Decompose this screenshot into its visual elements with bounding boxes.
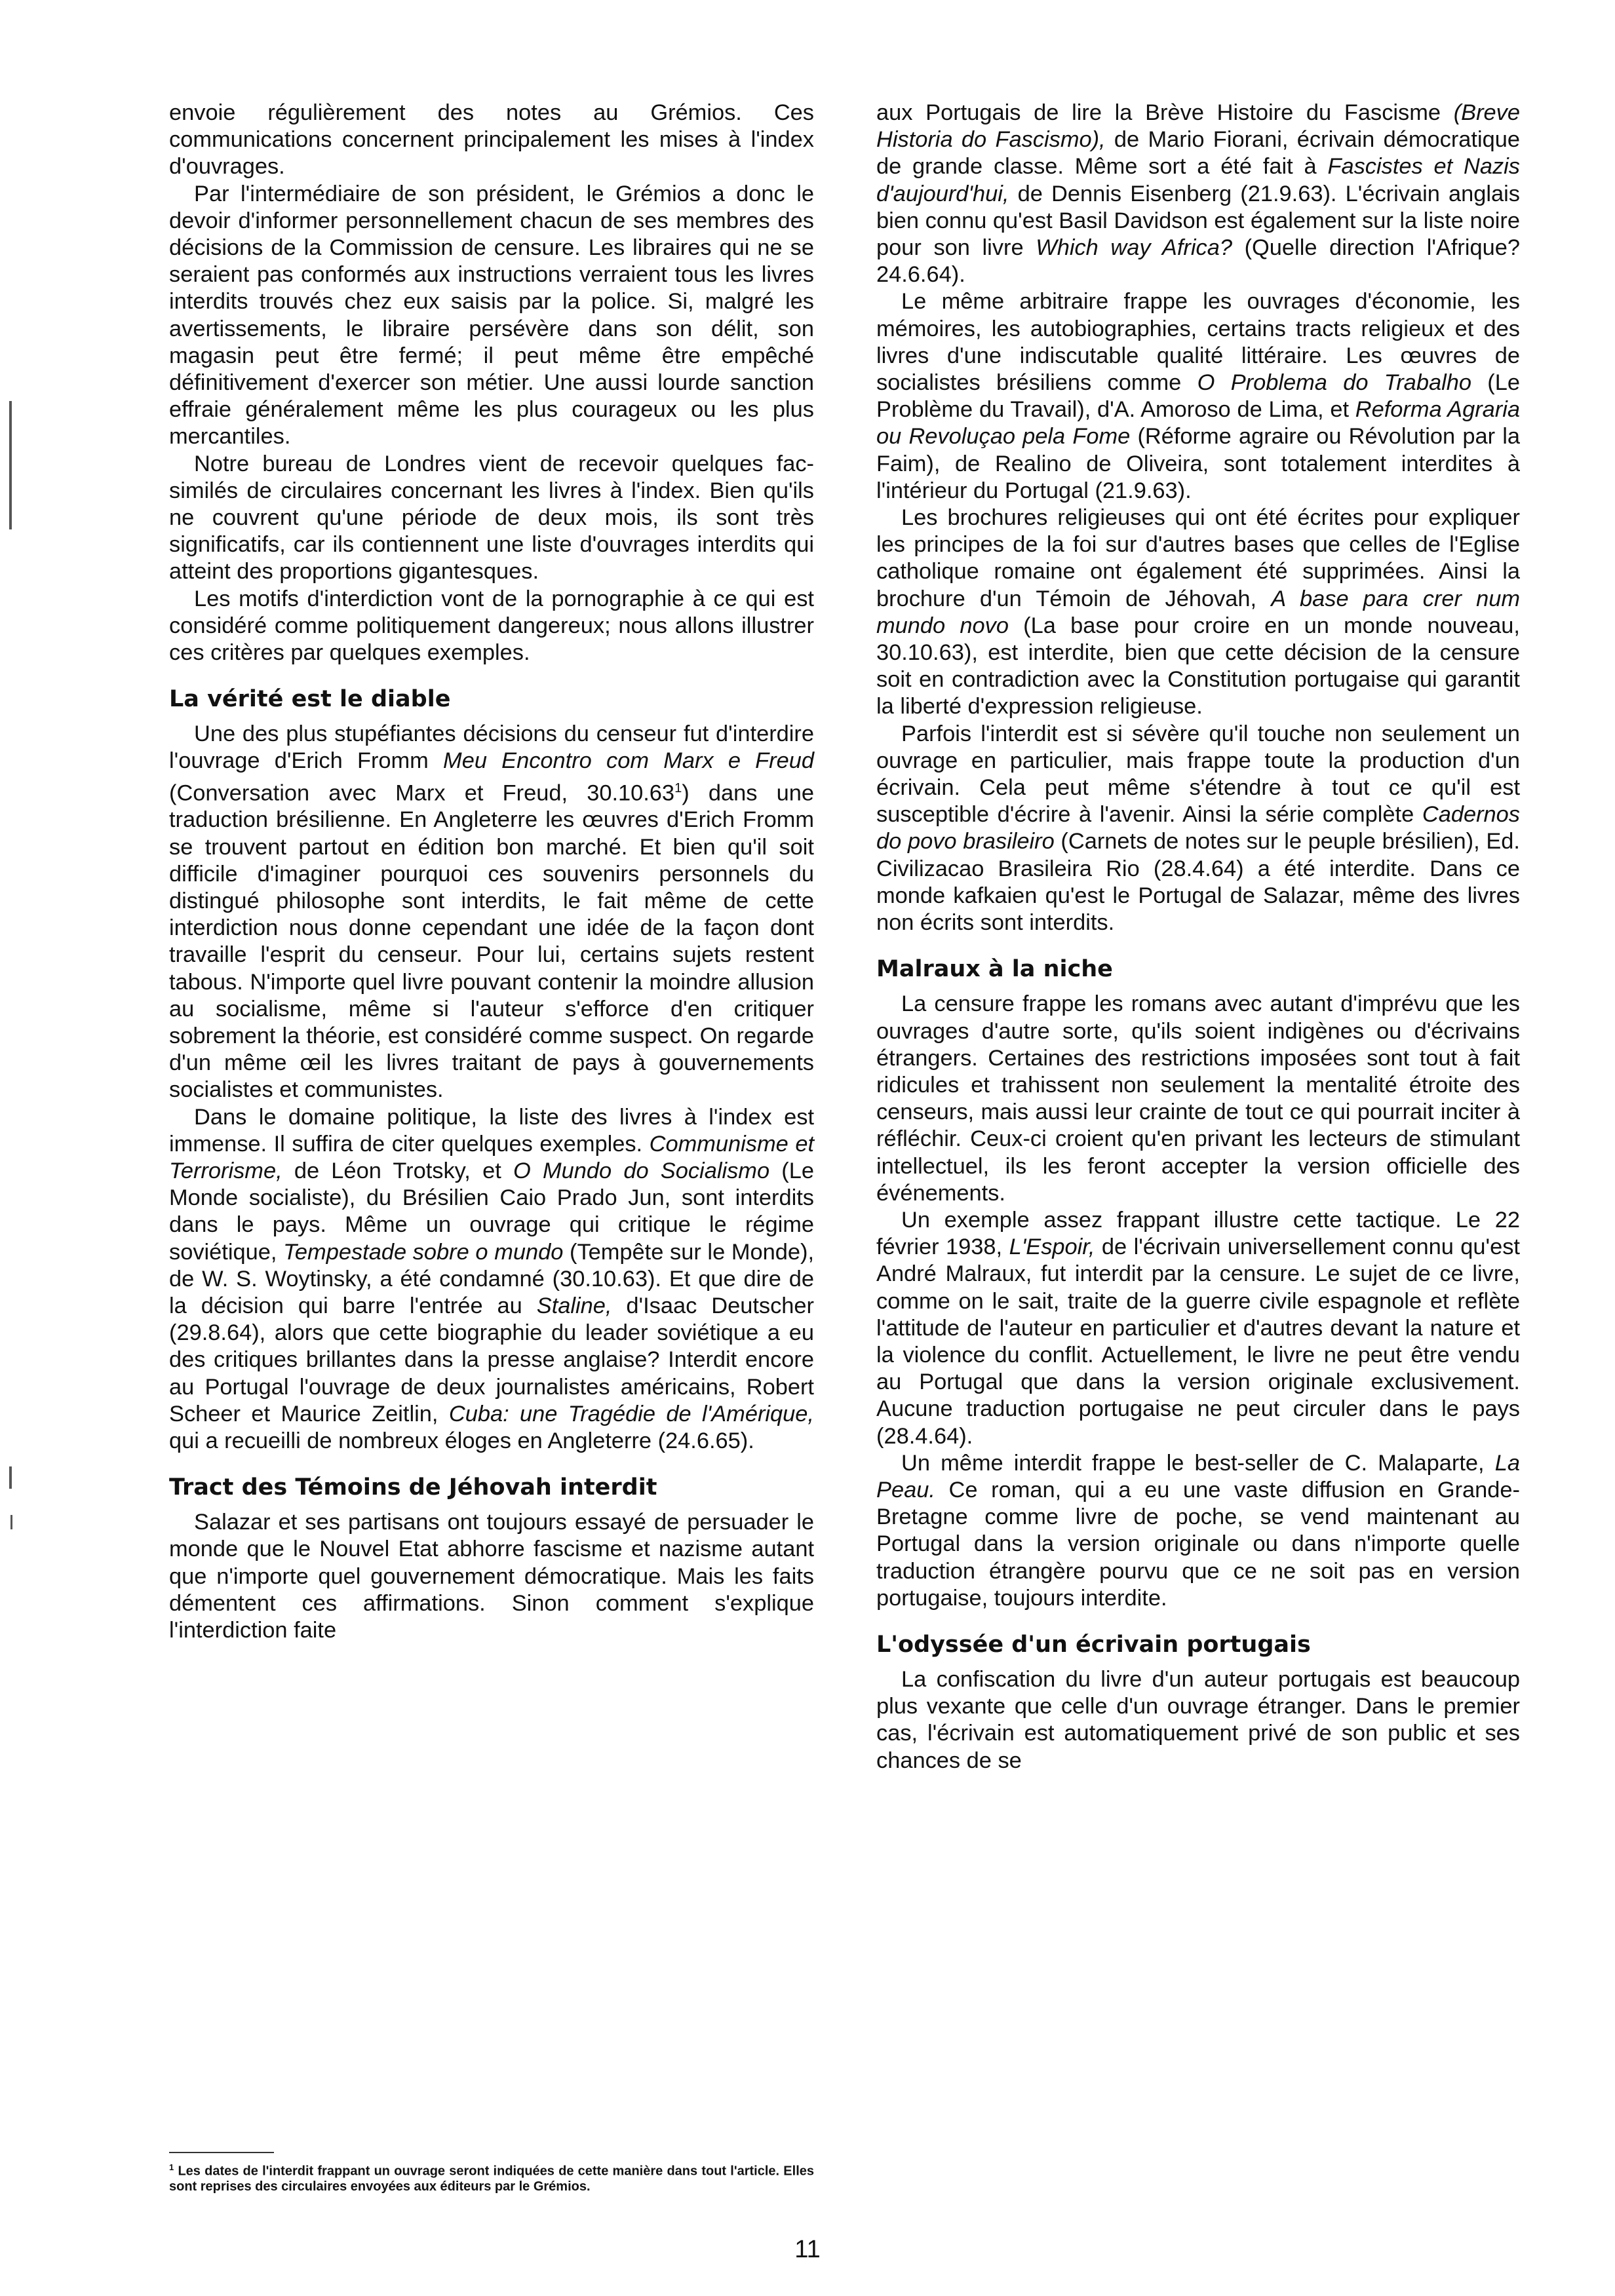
book-title: Reforma Agraria ou Revoluçao pela Fome [876, 397, 1521, 450]
page-number: 11 [794, 2236, 821, 2263]
paragraph: Salazar et ses partisans ont toujours essayé de persuader le monde que le Nouvel Etat abhorre fascisme et nazisme autant que n'importe quel gouvernement démocratique. Mais les faits démentent ces affirmations. Sinon comment s'explique l'interdiction faite [169, 1510, 814, 1643]
paragraph [169, 721, 814, 1103]
text-run: (Réforme agraire ou Révolution par la Faim), de Realino de Oliveira, sont totalement interdites à l'intérieur du Portugal (21.9.63). [876, 424, 1520, 503]
paragraph [876, 1450, 1520, 1612]
text-run: de Mario Fiorani, écrivain démocratique de grande classe. Même sort a été fait à [876, 127, 1521, 180]
book-title: Tempestade sobre o mundo [283, 1239, 564, 1265]
paragraph [876, 100, 1520, 288]
book-title: Staline, [536, 1293, 612, 1318]
text-run: aux Portugais de lire la Brève Histoire du Fascisme [876, 100, 1454, 125]
text-run: Un même interdit frappe le best-seller de C. Malaparte, [901, 1450, 1495, 1476]
text-run: de Dennis Eisenberg (21.9.63). L'écrivain anglais bien connu qu'est Basil Davidson est également sur la liste noire pour son livre [876, 181, 1520, 261]
paragraph: Notre bureau de Londres vient de recevoir quelques fac-similés de circulaires concernant les livres à l'index. Bien qu'ils ne couvrent qu'une période de deux mois, ils sont très significatifs, car ils contiennent une liste d'ouvrages interdits qui atteint des proportions gigantesques. [169, 451, 814, 584]
book-title: Fascistes et Nazis d'aujourd'hui, [876, 154, 1520, 206]
paragraph [876, 1207, 1520, 1450]
text-run: Ce roman, qui a eu une vaste diffusion en Grande-Bretagne comme livre de poche, se vend maintenant au Portugal dans la version originale ou dans n'importe quelle traduction étrangère pourvu que ce ne soit pas en version portugaise, toujours interdite. [876, 1477, 1520, 1611]
text-run: d'Isaac Deutscher (29.8.64), alors que cette biographie du leader soviétique a eu des critiques brillantes dans la presse anglaise? Interdit encore au Portugal l'ouvrage de deux journalistes américains, Robert Scheer et Maurice Zeitlin, [169, 1293, 814, 1426]
paragraph [876, 505, 1520, 721]
book-title: Meu Encontro com Marx e Freud [443, 748, 814, 774]
book-title: Cadernos do povo brasileiro [876, 802, 1520, 854]
text-run: (Le Monde socialiste), du Brésilien Caio Prado Jun, sont interdits dans le pays. Même un ouvrage qui critique le régime soviétique, [169, 1158, 814, 1265]
paragraph [876, 288, 1520, 505]
book-title: A base para crer num mundo novo [876, 586, 1520, 638]
text-run: Une des plus stupéfiantes décisions du censeur fut d'interdire l'ouvrage d'Erich Fromm [169, 721, 814, 774]
paragraph: La confiscation du livre d'un auteur portugais est beaucoup plus vexante que celle d'un ouvrage étranger. Dans le premier cas, l'écrivain est automatiquement privé de son public et ses chances de se [876, 1666, 1520, 1773]
text-run: (Carnets de notes sur le peuple brésilien), Ed. Civilizacao Brasileira Rio (28.4.64) a été interdite. Dans ce monde kafkaien qu'est le Portugal de Salazar, même des livres non écrits sont interdits. [876, 829, 1520, 936]
section-heading: Tract des Témoins de Jéhovah interdit [169, 1474, 657, 1501]
paragraph: envoie régulièrement des notes au Grémios. Ces communications concernent principalement les mises à l'index d'ouvrages. [169, 100, 814, 180]
text-run: de l'écrivain universellement connu qu'est André Malraux, fut interdit par la censure. Le sujet de ce livre, comme on le sait, traite de la guerre civile espagnole et reflète l'attitude de l'auteur en particulier et d'autres devant la nature et la violence du conflit. Actuellement, le livre ne peut être vendu au Portugal que dans la version originale exclusivement. Aucune traduction portugaise ne peut circuler dans le pays (28.4.64). [876, 1234, 1520, 1449]
book-title: O Problema do Trabalho [1197, 370, 1471, 396]
text-run: de Léon Trotsky, et [282, 1158, 513, 1183]
footnote-text: Les dates de l'interdit frappant un ouvrage seront indiquées de cette manière dans tout l'article. Elles sont reprises des circulaires envoyées aux éditeurs par le Grémios. [169, 2164, 814, 2194]
book-title: L'Espoir, [1009, 1234, 1095, 1260]
text-run: (Quelle direction l'Afrique? 24.6.64). [876, 235, 1521, 288]
paragraph: La censure frappe les romans avec autant d'imprévu que les ouvrages d'autre sorte, qu'ils soient indigènes ou d'écrivains étrangers. Certaines des restrictions imposées sont tout à fait ridicules et trahissent non seulement la mentalité étroite des censeurs, mais aussi leur crainte de tout ce qui pourrait inciter à réfléchir. Ceux-ci croient qu'en privant les lecteurs de stimulant intellectuel, ils les feront accepter la version officielle des événements. [876, 991, 1520, 1206]
book-title: Cuba: une Tragédie de l'Amérique, [448, 1401, 814, 1426]
book-title: Which way Africa? [1036, 235, 1232, 261]
section-heading: La vérité est le diable [169, 686, 451, 713]
text-run: Le même arbitraire frappe les ouvrages d'économie, les mémoires, les autobiographies, certains tracts religieux et des livres d'une indiscutable qualité littéraire. Les œuvres de socialistes brésiliens comme [876, 289, 1520, 396]
book-title: O Mundo do Socialismo [513, 1158, 770, 1183]
footnote-reference: 1 [674, 780, 682, 795]
paragraph: Par l'intermédiaire de son président, le Grémios a donc le devoir d'informer personnellement chacun de ses membres des décisions de la Commission de censure. Les libraires qui ne se seraient pas conformés aux instructions verraient tous les livres interdits trouvés chez eux saisis par la police. Si, malgré les avertissements, le libraire persévère dans son délit, son magasin peut être fermé; il peut même être empêché définitivement d'exercer son métier. Une aussi lourde sanction effraie généralement même les plus courageux ou les plus mercantiles. [169, 181, 814, 450]
left-margin-mark [9, 401, 12, 529]
book-title: (Breve Historia do Fascismo), [876, 100, 1520, 153]
text-run: qui a recueilli de nombreux éloges en Angleterre (24.6.65). [169, 1428, 754, 1454]
footnote-rule [169, 2152, 274, 2153]
text-run: Parfois l'interdit est si sévère qu'il touche non seulement un ouvrage en particulier, mais frappe toute la production d'un écrivain. Cela peut même s'étendre à tout ce qu'il est susceptible d'écrire à l'avenir. Ainsi la série complète [876, 721, 1520, 828]
right-column [876, 100, 1520, 1774]
left-margin-mark-small [9, 1466, 12, 1489]
book-title: Communisme et Terrorisme, [169, 1131, 815, 1183]
paragraph: Les motifs d'interdiction vont de la pornographie à ce qui est considéré comme politiquement dangereux; nous allons illustrer ces critères par quelques exemples. [169, 586, 814, 666]
section-heading: Malraux à la niche [876, 956, 1113, 983]
text-run: (Conversation avec Marx et Freud, 30.10.63 [169, 780, 675, 806]
text-run: ) dans une traduction brésilienne. En Angleterre les œuvres d'Erich Fromm se trouvent partout en édition bon marché. Et bien qu'il soit difficile d'imaginer pourquoi ces souvenirs personnels du distingué philosophe sont interdits, le fait même de cette interdiction nous donne cependant une idée de la façon dont travaille l'esprit du censeur. Pour lui, certains sujets restent tabous. N'importe quel livre pouvant contenir la moindre allusion au socialisme, même si l'auteur s'efforce d'en critiquer sobrement la théorie, est considéré comme suspect. On regarde d'un même œil les livres traitant de pays à gouvernements socialistes et communistes. [169, 780, 814, 1103]
text-run: (Tempête sur le Monde), de W. S. Woytinsky, a été condamné (30.10.63). Et que dire de la décision qui barre l'entrée au [169, 1239, 815, 1318]
section-heading: L'odyssée d'un écrivain portugais [876, 1631, 1311, 1658]
footnote-marker: 1 [169, 2162, 174, 2172]
text-run: Un exemple assez frappant illustre cette tactique. Le 22 février 1938, [876, 1207, 1520, 1260]
text-run: (Le Problème du Travail), d'A. Amoroso de Lima, et [876, 370, 1520, 423]
paragraph [876, 721, 1520, 937]
text-run: (La base pour croire en un monde nouveau, 30.10.63), est interdite, bien que cette décision de la censure soit en contradiction avec la Constitution portugaise qui garantit la liberté d'expression religieuse. [876, 613, 1520, 719]
left-column [169, 100, 814, 1644]
book-title: La Peau. [876, 1450, 1520, 1502]
paragraph [169, 1104, 814, 1455]
text-run: Dans le domaine politique, la liste des livres à l'index est immense. Il suffira de citer quelques exemples. [169, 1104, 814, 1157]
text-run: Les brochures religieuses qui ont été écrites pour expliquer les principes de la foi sur d'autres bases que celles de l'Eglise catholique romaine ont également été supprimées. Ainsi la brochure d'un Témoin de Jéhovah, [876, 505, 1520, 611]
left-margin-mark-tiny [10, 1515, 12, 1529]
footnote [169, 2160, 814, 2194]
